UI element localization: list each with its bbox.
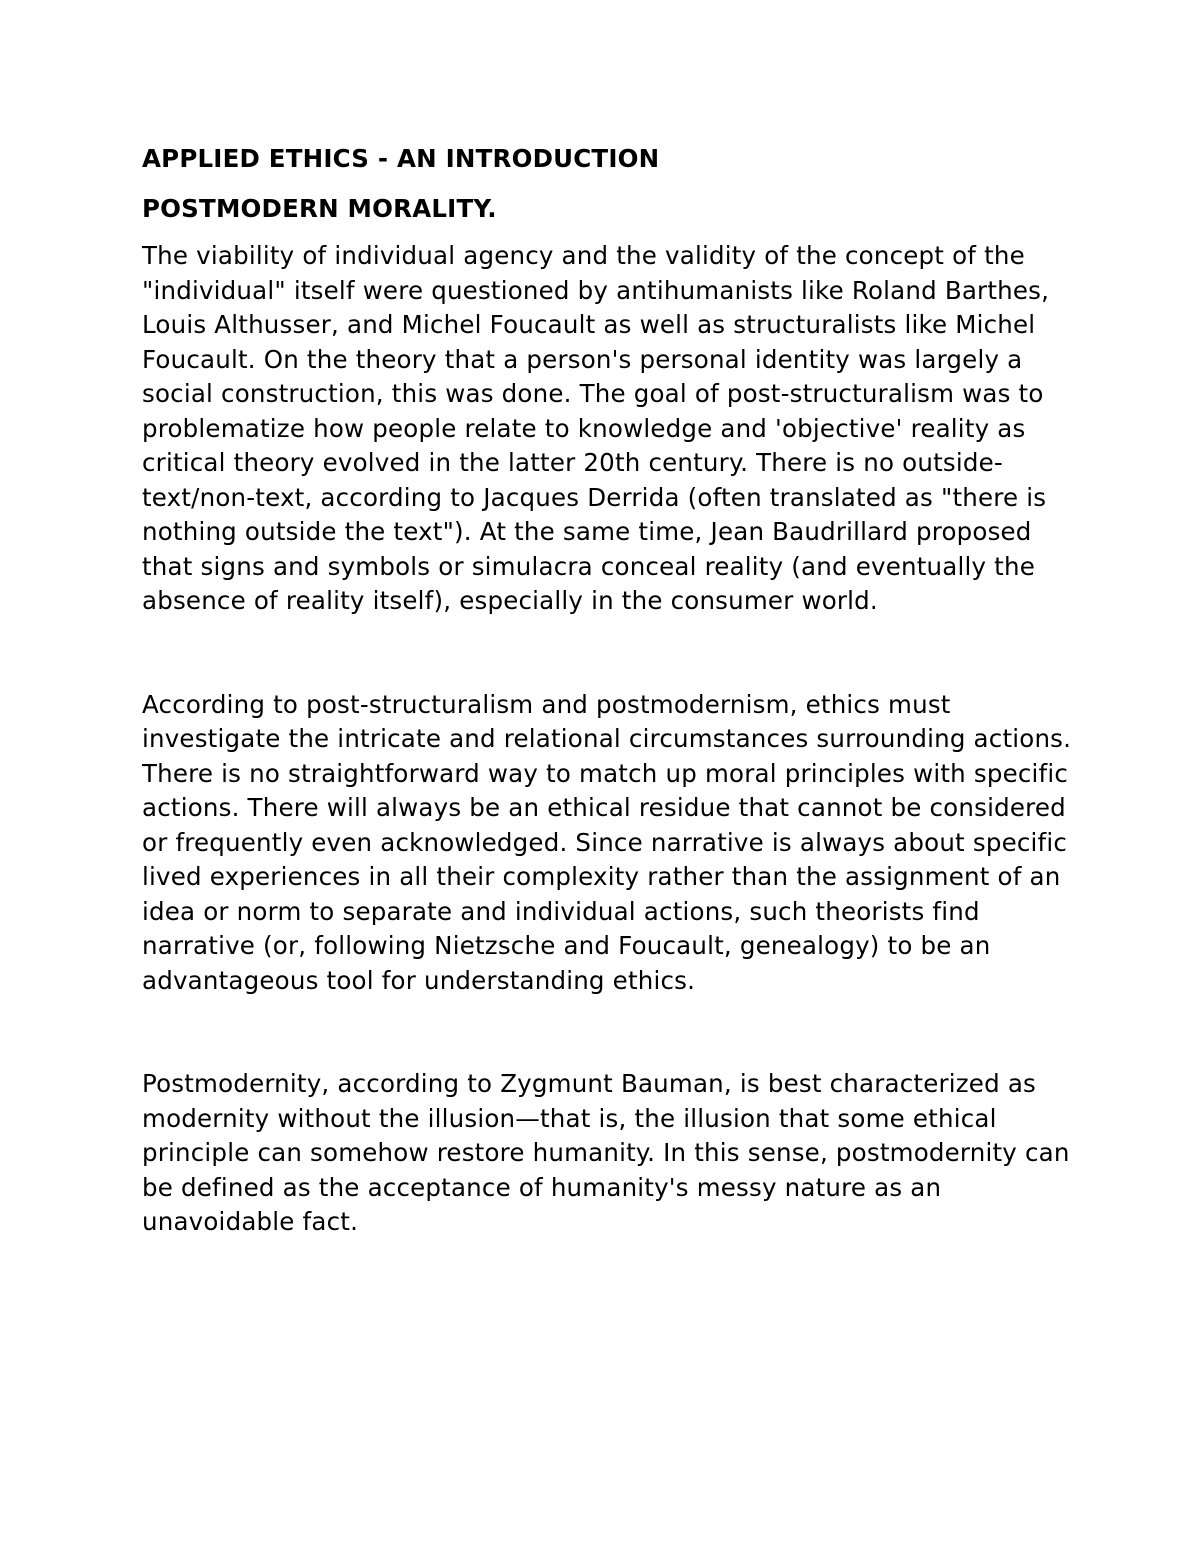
paragraph-spacer <box>142 619 1072 688</box>
document-title: APPLIED ETHICS - AN INTRODUCTION <box>142 144 660 173</box>
document-body <box>142 140 1072 1240</box>
paragraph-spacer <box>142 998 1072 1067</box>
section-heading: POSTMODERN MORALITY. <box>142 194 497 223</box>
paragraph-1: The viability of individual agency and the validity of the concept of the "individual" itself were questioned by antihumanists like Roland Barthes, Louis Althusser, and Michel Foucault as well as structuralists like Michel Foucault. On the theory that a person's personal identity was largely a social construction, this was done. The goal of post-structuralism was to problematize how people relate to knowledge and 'objective' reality as critical theory evolved in the latter 20th century. There is no outside-text/non-text, according to Jacques Derrida (often translated as "there is nothing outside the text"). At the same time, Jean Baudrillard proposed that signs and symbols or simulacra conceal reality (and eventually the absence of reality itself), especially in the consumer world. <box>142 241 1050 615</box>
paragraph-2: According to post-structuralism and postmodernism, ethics must investigate the intricate and relational circumstances surrounding actions. There is no straightforward way to match up moral principles with specific actions. There will always be an ethical residue that cannot be considered or frequently even acknowledged. Since narrative is always about specific lived experiences in all their complexity rather than the assignment of an idea or norm to separate and individual actions, such theorists find narrative (or, following Nietzsche and Foucault, genealogy) to be an advantageous tool for understanding ethics. <box>142 689 1072 995</box>
paragraph-3: Postmodernity, according to Zygmunt Bauman, is best characterized as modernity without the illusion—that is, the illusion that some ethical principle can somehow restore humanity. In this sense, postmodernity can be defined as the acceptance of humanity's messy nature as an unavoidable fact. <box>142 1069 1070 1236</box>
